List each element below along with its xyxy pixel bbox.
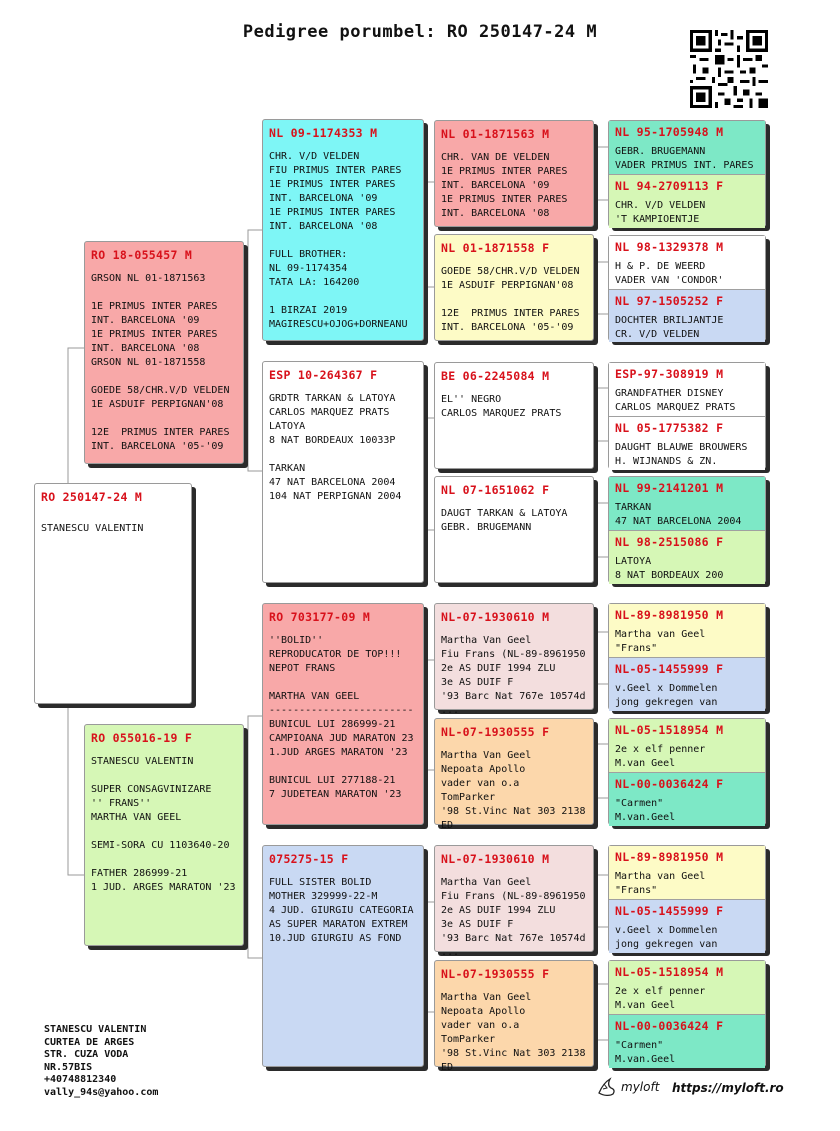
pigeon-info: Martha Van Geel Nepoata Apollo vader van o.a TomParker '98 St.Vinc Nat 303 2138 ED	[441, 750, 586, 831]
ancestor-cell	[609, 846, 765, 899]
owner-contact: STANESCU VALENTIN CURTEA DE ARGES STR. CUZA VODA NR.57BIS +40748812340 vally_94s@yahoo.com	[44, 1024, 159, 1098]
ancestor-pair	[608, 362, 766, 469]
ancestor-cell	[609, 290, 765, 342]
ring-number: RO 18-055457 M	[91, 248, 193, 262]
great-grandparent-card	[434, 476, 594, 583]
pigeon-info: STANESCU VALENTIN SUPER CONSAGVINIZARE '' FRANS'' MARTHA VAN GEEL SEMI-SORA CU 1103640-20 FATHER 286999-21 1 JUD. ARGES MARATON '23	[91, 756, 236, 893]
pigeon-info: v.Geel x Dommelen jong gekregen van	[615, 683, 718, 708]
ancestor-pair	[608, 960, 766, 1067]
great-grandparent-card	[434, 234, 594, 341]
great-grandparent-card	[434, 845, 594, 958]
ring-number: NL 94-2709113 F	[615, 179, 724, 193]
page-title: Pedigree porumbel: RO 250147-24 M	[242, 22, 598, 42]
grandparent-card	[262, 361, 424, 583]
ancestor-cell	[609, 773, 765, 826]
pigeon-info: GEBR. BRUGEMANN VADER PRIMUS INT. PARES	[615, 146, 754, 171]
grandparent-card	[262, 603, 424, 825]
pigeon-info: ''BOLID'' REPRODUCATOR DE TOP!!! NEPOT FRANS MARTHA VAN GEEL ------------------------ BUNICUL LUI 286999-21 CAMPIOANA JUD MARATON 23 1.JUD ARGES MARATON '23 BUNICUL LUI 277188-21 7 JUDETEAN MARATON '23	[269, 635, 414, 800]
pigeon-info: CHR. VAN DE VELDEN 1E PRIMUS INTER PARES INT. BARCELONA '09 1E PRIMUS INTER PARES INT. BARCELONA '08	[441, 152, 568, 219]
pigeon-info: FULL SISTER BOLID MOTHER 329999-22-M 4 JUD. GIURGIU CATEGORIA AS SUPER MARATON EXTREM 10.JUD GIURGIU AS FOND	[269, 877, 414, 944]
ancestor-cell	[609, 1015, 765, 1068]
ring-number: NL 07-1651062 F	[441, 483, 550, 497]
ancestor-cell	[609, 961, 765, 1014]
ring-number: NL-05-1455999 F	[615, 904, 724, 918]
pigeon-info: DAUGT TARKAN & LATOYA GEBR. BRUGEMANN	[441, 508, 568, 533]
pigeon-info: GRANDFATHER DISNEY CARLOS MARQUEZ PRATS	[615, 388, 736, 413]
ancestor-pair	[608, 603, 766, 710]
ring-number: NL-00-0036424 F	[615, 1019, 724, 1033]
ring-number: NL-07-1930555 F	[441, 967, 550, 981]
pigeon-info: STANESCU VALENTIN	[41, 523, 144, 534]
ancestor-cell	[609, 121, 765, 174]
pigeon-info: LATOYA 8 NAT BORDEAUX 200	[615, 556, 724, 581]
ancestor-cell	[609, 363, 765, 416]
pigeon-info: GRSON NL 01-1871563 1E PRIMUS INTER PARES INT. BARCELONA '09 1E PRIMUS INTER PARES INT. BARCELONA '08 GRSON NL 01-1871558 GOEDE 58/CHR.V/D VELDEN 1E ASDUIF PERPIGNAN'08 12E PRIMUS INTER PARES INT. BARCELONA '05-'09	[91, 273, 230, 452]
ring-number: NL 01-1871563 M	[441, 127, 550, 141]
pigeon-info: CHR. V/D VELDEN FIU PRIMUS INTER PARES 1E PRIMUS INTER PARES INT. BARCELONA '09 1E PRIMUS INTER PARES INT. BARCELONA '08 FULL BROTHER: NL 09-1174354 TATA LA: 164200 1 BIRZAI 2019 MAGIRESCU+OJOG+DORNEANU	[269, 151, 408, 330]
pigeon-info: DAUGHT BLAUWE BROUWERS H. WIJNANDS & ZN.	[615, 442, 748, 467]
great-grandparent-card	[434, 718, 594, 831]
ring-number: RO 055016-19 F	[91, 731, 193, 745]
ancestor-cell	[609, 719, 765, 772]
ring-number: RO 250147-24 M	[41, 490, 143, 504]
pigeon-info: "Carmen" M.van.Geel	[615, 798, 676, 823]
pigeon-info: GRDTR TARKAN & LATOYA CARLOS MARQUEZ PRATS LATOYA 8 NAT BORDEAUX 10033P TARKAN 47 NAT BARCELONA 2004 104 NAT PERPIGNAN 2004	[269, 393, 402, 502]
pigeon-info: Martha Van Geel Fiu Frans (NL-89-8961950 2e AS DUIF 1994 ZLU 3e AS DUIF F '93 Barc Nat 767e 10574d ...	[441, 877, 586, 958]
pigeon-info: Martha Van Geel Nepoata Apollo vader van o.a TomParker '98 St.Vinc Nat 303 2138 ED	[441, 992, 586, 1073]
ring-number: NL-00-0036424 F	[615, 777, 724, 791]
ring-number: NL 05-1775382 F	[615, 421, 724, 435]
pigeon-info: H & P. DE WEERD VADER VAN 'CONDOR'	[615, 261, 724, 286]
ancestor-pair	[608, 120, 766, 227]
ring-number: BE 06-2245084 M	[441, 369, 550, 383]
myloft-logo	[596, 1076, 659, 1098]
ring-number: 075275-15 F	[269, 852, 349, 866]
ancestor-cell	[609, 417, 765, 470]
ring-number: NL 95-1705948 M	[615, 125, 724, 139]
ancestor-cell	[609, 477, 765, 530]
pigeon-info: 2e x elf penner M.van Geel	[615, 986, 706, 1011]
ring-number: ESP 10-264367 F	[269, 368, 378, 382]
ancestor-cell	[609, 604, 765, 657]
pigeon-info: GOEDE 58/CHR.V/D VELDEN 1E ASDUIF PERPIGNAN'08 12E PRIMUS INTER PARES INT. BARCELONA '05-'09	[441, 266, 580, 333]
ancestor-cell	[609, 175, 765, 228]
pigeon-info: EL'' NEGRO CARLOS MARQUEZ PRATS	[441, 394, 562, 419]
pigeon-info: DOCHTER BRILJANTJE CR. V/D VELDEN	[615, 315, 724, 340]
great-grandparent-card	[434, 362, 594, 469]
ring-number: ESP-97-308919 M	[615, 367, 724, 381]
ancestor-cell	[609, 531, 765, 584]
ancestor-pair	[608, 718, 766, 825]
ancestor-pair	[608, 235, 766, 341]
pigeon-info: "Carmen" M.van.Geel	[615, 1040, 676, 1065]
pigeon-info: Martha van Geel "Frans"	[615, 871, 706, 896]
dam-card	[84, 724, 244, 946]
pigeon-info: 2e x elf penner M.van Geel	[615, 744, 706, 769]
great-grandparent-card	[434, 960, 594, 1073]
pigeon-info: Martha Van Geel Fiu Frans (NL-89-8961950 2e AS DUIF 1994 ZLU 3e AS DUIF F '93 Barc Nat 767e 10574d ...	[441, 635, 586, 716]
grandparent-card	[262, 845, 424, 1067]
pigeon-info: v.Geel x Dommelen jong gekregen van	[615, 925, 718, 950]
ancestor-pair	[608, 476, 766, 583]
ring-number: NL-07-1930610 M	[441, 852, 550, 866]
grandparent-card	[262, 119, 424, 341]
ring-number: NL-07-1930555 F	[441, 725, 550, 739]
ring-number: NL-89-8981950 M	[615, 608, 724, 622]
pigeon-info: TARKAN 47 NAT BARCELONA 2004	[615, 502, 742, 527]
ring-number: NL-89-8981950 M	[615, 850, 724, 864]
ring-number: NL 98-1329378 M	[615, 240, 724, 254]
ring-number: NL-05-1518954 M	[615, 723, 724, 737]
website-link[interactable]: https://myloft.ro	[672, 1081, 784, 1095]
qr-code-icon	[690, 30, 768, 108]
great-grandparent-card	[434, 120, 594, 227]
ring-number: NL-05-1518954 M	[615, 965, 724, 979]
ring-number: NL 97-1505252 F	[615, 294, 724, 308]
ring-number: RO 703177-09 M	[269, 610, 371, 624]
pigeon-icon	[596, 1076, 618, 1098]
ring-number: NL 09-1174353 M	[269, 126, 378, 140]
subject-pigeon-card	[34, 483, 192, 704]
ancestor-cell	[609, 658, 765, 711]
ancestor-pair	[608, 845, 766, 952]
great-grandparent-card	[434, 603, 594, 716]
ancestor-cell	[609, 236, 765, 289]
pigeon-info: CHR. V/D VELDEN 'T KAMPIOENTJE	[615, 200, 706, 225]
ring-number: NL-07-1930610 M	[441, 610, 550, 624]
ancestor-cell	[609, 900, 765, 953]
ring-number: NL-05-1455999 F	[615, 662, 724, 676]
ring-number: NL 01-1871558 F	[441, 241, 550, 255]
ring-number: NL 99-2141201 M	[615, 481, 724, 495]
ring-number: NL 98-2515086 F	[615, 535, 724, 549]
sire-card	[84, 241, 244, 464]
logo-text: myloft	[621, 1080, 660, 1094]
pigeon-info: Martha van Geel "Frans"	[615, 629, 706, 654]
